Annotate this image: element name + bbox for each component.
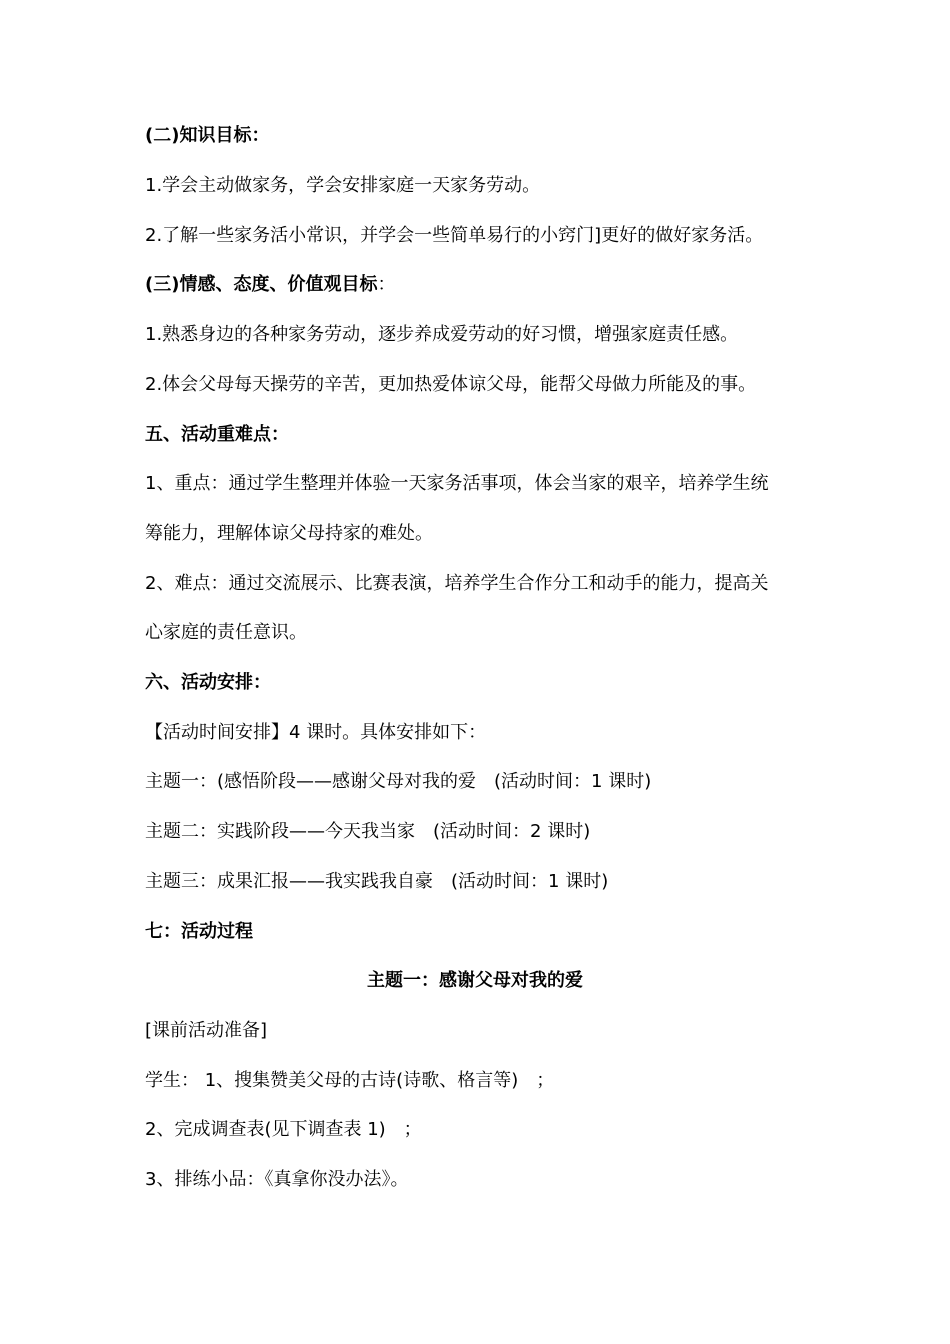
- schedule-item: 主题二：实践阶段——今天我当家 (活动时间：2 课时): [145, 821, 591, 842]
- paragraph: 2.了解一些家务活小常识，并学会一些简单易行的小窍门]更好的做好家务活。: [145, 225, 764, 246]
- paragraph: 1.学会主动做家务，学会安排家庭一天家务劳动。: [145, 175, 541, 196]
- paragraph: 心家庭的责任意识。: [145, 622, 307, 643]
- paragraph: 2.体会父母每天操劳的辛苦，更加热爱体谅父母，能帮父母做力所能及的事。: [145, 374, 757, 395]
- schedule-item: 主题三：成果汇报——我实践我自豪 (活动时间：1 课时): [145, 871, 609, 892]
- paragraph: 筹能力，理解体谅父母持家的难处。: [145, 523, 433, 544]
- paragraph: 1、重点：通过学生整理并体验一天家务活事项，体会当家的艰辛，培养学生统: [145, 473, 769, 494]
- section-heading-emotion-goals: [145, 273, 825, 297]
- paragraph: [课前活动准备]: [145, 1020, 268, 1041]
- section-heading-key-points: 五、活动重难点：: [145, 424, 289, 445]
- heading-colon: ：: [377, 274, 396, 295]
- theme-title: 主题一：感谢父母对我的爱: [367, 970, 583, 991]
- paragraph: 学生： 1、搜集赞美父母的古诗(诗歌、格言等) ；: [145, 1070, 555, 1091]
- section-heading-knowledge-goals: (二)知识目标：: [145, 125, 270, 146]
- paragraph: 2、完成调查表(见下调查表 1) ；: [145, 1119, 422, 1140]
- heading-text: (三)情感、态度、价值观目标: [145, 274, 378, 295]
- section-heading-arrangement: 六、活动安排：: [145, 672, 271, 693]
- section-heading-process: 七：活动过程: [145, 921, 253, 942]
- paragraph: 3、排练小品：《真拿你没办法》。: [145, 1169, 409, 1190]
- paragraph: 1.熟悉身边的各种家务劳动，逐步养成爱劳动的好习惯，增强家庭责任感。: [145, 324, 739, 345]
- paragraph: 2、难点：通过交流展示、比赛表演，培养学生合作分工和动手的能力，提高关: [145, 573, 769, 594]
- schedule-item: 主题一：(感悟阶段——感谢父母对我的爱 (活动时间：1 课时): [145, 771, 652, 792]
- paragraph: 【活动时间安排】4 课时。具体安排如下：: [145, 722, 487, 743]
